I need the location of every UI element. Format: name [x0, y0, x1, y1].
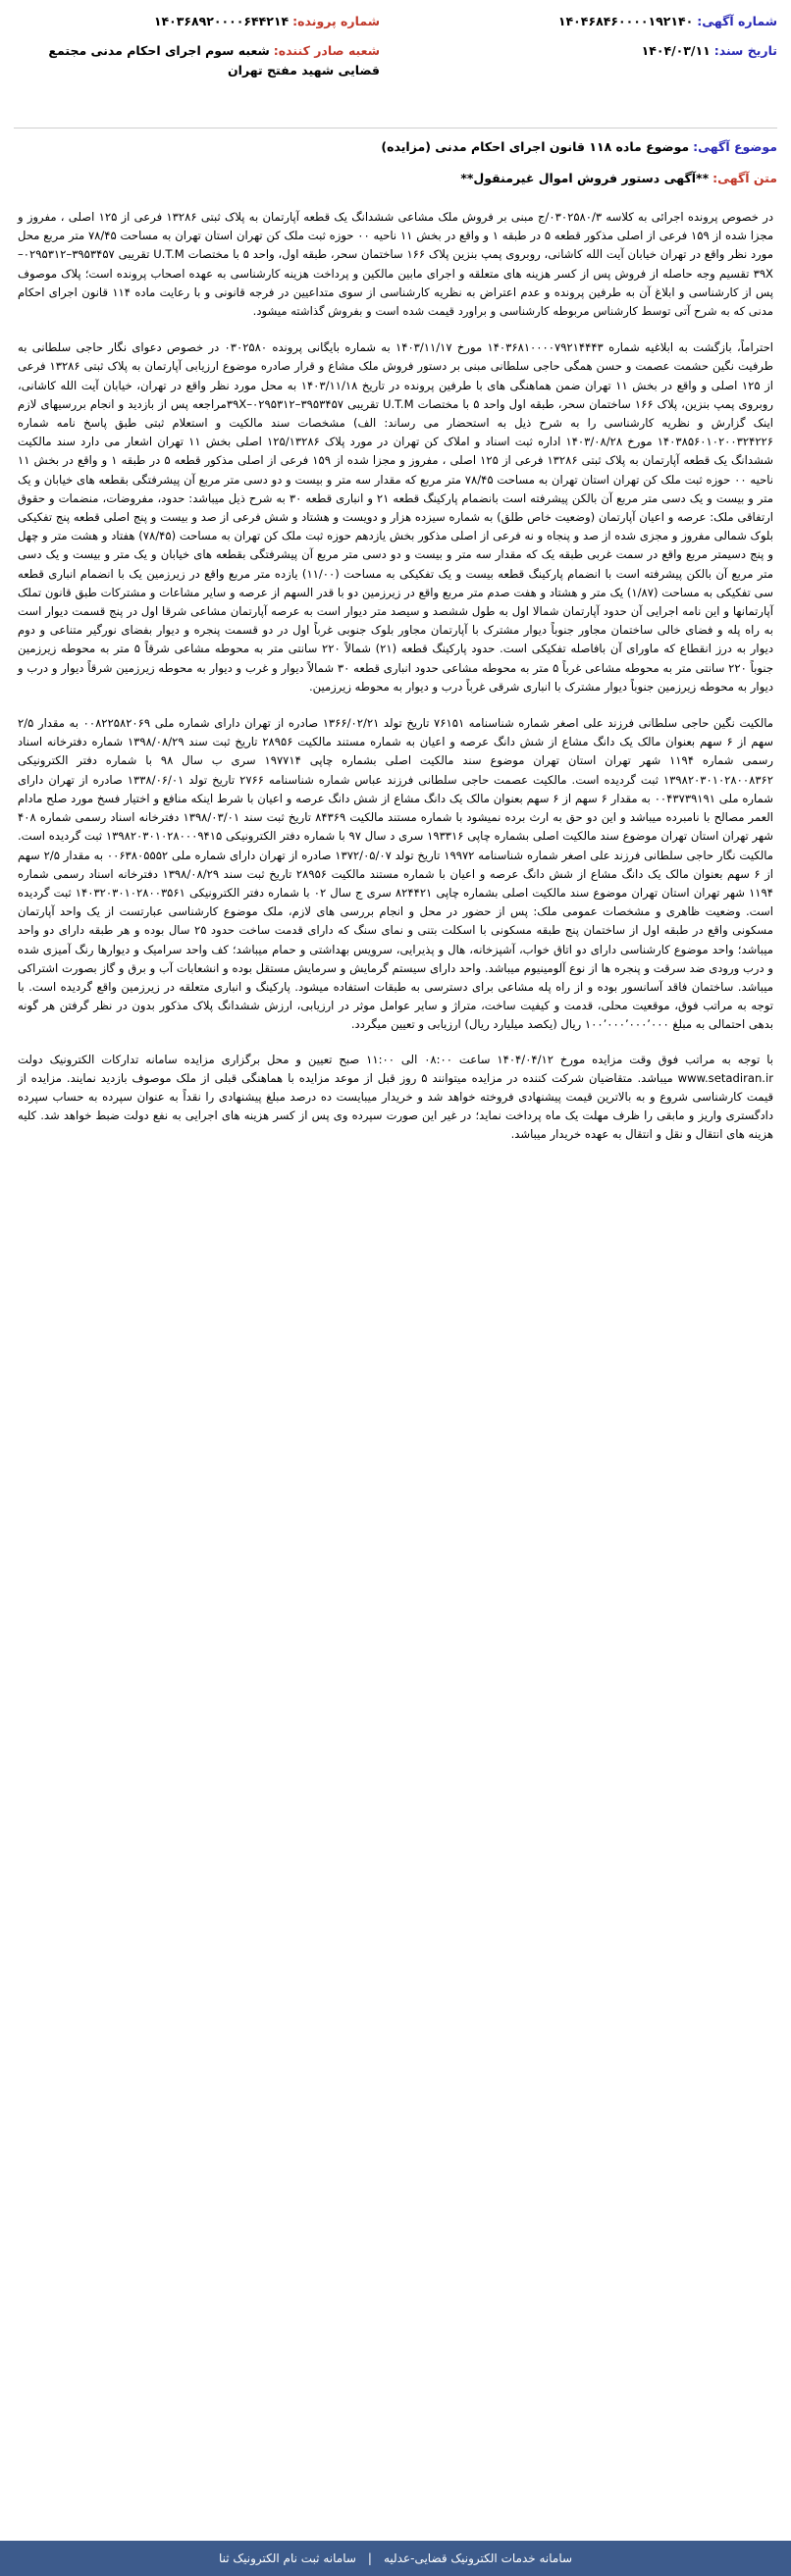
branch-label: شعبه صادر کننده: [273, 43, 380, 58]
footer-separator: | [367, 2551, 372, 2565]
notice-number: ۱۴۰۴۶۸۴۶۰۰۰۰۱۹۲۱۴۰ [557, 14, 694, 28]
case-number: ۱۴۰۳۶۸۹۲۰۰۰۰۶۴۴۲۱۴ [153, 14, 290, 28]
notice-body [18, 208, 773, 1145]
notice-number-label: شماره آگهی: [697, 14, 777, 28]
date-label: تاریخ سند: [713, 43, 777, 58]
notice-text-label: متن آگهی: [712, 171, 777, 185]
subject-row [14, 137, 777, 157]
notice-text-heading [14, 169, 777, 188]
notice-text-title: **آگهی دستور فروش اموال غیرمنقول** [460, 171, 710, 185]
body-paragraph-2: احتراماً، بازگشت به ابلاغیه شماره ۱۴۰۳۶۸۱۰۰۰۰۷۹۲۱۴۴۴۳ مورخ ۱۴۰۳/۱۱/۱۷ به شماره بایگانی پرونده ۰۳۰۲۵۸۰ در خصوص دعوای نگار حاجی سلطانی به طرفیت نگین حشمت عصمت و حسن همگی حاجی سلطانی مبنی بر دستور فروش ملک مشاع و قرار صادره موضوع ارزیابی آپارتمان به پلاک ثبتی ۱۳۲۸۶ فرعی از ۱۲۵ اصلی و واقع در بخش ۱۱ تهران ضمن هماهنگی های با طرفین پرونده در تاریخ ۱۴۰۳/۱۱/۱۸ به محل مورد نظر واقع در تهران، خیابان آیت الله کاشانی، روبروی پمپ بنزین، پلاک ۱۶۶ ساختمان سحر، طبقه اول واحد ۵ با مختصات U.T.M تقریبی ۳۹۵۳۴۵۷–۰۲۹۵۳۱۲–۳۹Xمراجعه پس از بازدید و انجام بررسیهای لازم اینک گزارش و نظریه کارشناسی را به شرح ذیل به استحضار می رساند: الف) مشخصات سند مالکیت و استعلام ثبتی طبق پاسخ نامه شماره ۱۴۰۳۸۵۶۰۱۰۲۰۰۳۲۴۲۲۶ مورخ ۱۴۰۳/۰۸/۲۸ اداره ثبت اسناد و املاک کن تهران در مورد پلاک ۱۲۵/۱۳۲۸۶ اصلی بخش ۱۱ تهران اشعار می دارد سند مالکیت ششدانگ یک قطعه آپارتمان به پلاک ثبتی ۱۳۲۸۶ فرعی از ۱۲۵ اصلی ، مفروز و مجزا شده از ۱۵۹ فرعی از اصلی مذکور قطعه ۵ در طبقه ۱ و واقع در بخش ۱۱ ناحیه ۰۰ حوزه ثبت ملک کن تهران استان تهران به مساحت ۷۸/۴۵ متر مربع که مقدار سه متر و بیست و دو دسی متر مربع آن پیشرفتگی بقطعه های خیابان و یک متر و بیست و یک دسی متر مربع آن بالکن پیشرفته است بانضمام پارکینگ قطعه ۲۱ و انباری قطعه ۳۰ به شرح ذیل میباشد: حدود، مفروضات، منضمات و حقوق ارتفاقی ملک: عرصه و اعیان آپارتمان (وضعیت خاص طلق) به شماره سیزده هزار و دویست و هشتاد و شش فرعی از صد و بیست و پنج اصلی قطعه پنج تفکیکی بلوک شمالی مفروز و مجزی شده از صد و پنجاه و نه فرعی از اصلی مذکور بخش یازدهم حوزه ثبت ملک کن تهران به مساحت (۷۸/۴۵) هفتاد و هشت متر و چهل و پنج دسیمتر مربع واقع در سمت غربی طبقه یک که مقدار سه متر و بیست و دو دسی متر مربع آن پیشرفتگی بقطعه های خیابان و یک متر و بیست و یک دسی متر مربع آن بالکن پیشرفته است با انضمام پارکینگ قطعه بیست و یک تفکیکی به مساحت (۱۱/۰۰) یازده متر مربع واقع در زیرزمین یک با انضمام انباری قطعه سی تفکیکی به مساحت (۱/۸۷) یک متر و هشتاد و هفت صدم متر مربع واقع در زیرزمین دو با قدر السهم از عرصه و سایر مشاعات و مشترکات طبق قانون تملک آپارتمانها و این نامه اجرایی آن حدود آپارتمان شمالا اول به طول ششصد و سیصد متر دیوار است به عرصه آپارتمان مشاعی شرقا اول در پنج قسمت دیوار است به راه پله و فضای خالی ساختمان مجاور جنوباً دیوار مشترک با آپارتمان مجاور بلوک جنوبی غرباً اول در دو قسمت پنجره و دیوار بفضای نورگیر متناعی و دوم دیوار به درز انقطاع که ماورای آن بافاصله تفکیکی است. حدود پارکینگ قطعه (۲۱) شمالاً ۲۲۰ سانتی متر به محوطه مشاعی شرقاً ۵ متر به محوطه زیرزمین جنوباً ۲۲۰ سانتی متر به محوطه مشاعی غرباً ۵ متر به محوطه مشاعی حدود انباری قطعه ۳۰ شمالاً دیوار و غرب و دیوار به محوطه زیرزمین شرقاً دیوار و درب و دیوار به محوطه زیرزمین جنوباً دیوار مشترک با انباری شرقی غرباً درب و دیوار به محوطه زیرزمین. [18, 340, 774, 694]
subject-label: موضوع آگهی: [693, 139, 777, 154]
subject-value: موضوع ماده ۱۱۸ قانون اجرای احکام مدنی (مزایده) [381, 139, 690, 154]
branch-name: شعبه سوم اجرای احکام مدنی مجتمع قضایی شهید مفتح تهران [48, 43, 380, 77]
date-row [642, 41, 777, 61]
case-number-label: شماره پرونده: [292, 14, 380, 28]
document-date: ۱۴۰۴/۰۳/۱۱ [641, 43, 711, 58]
body-paragraph-1: در خصوص پرونده اجرائی به کلاسه ۰۳۰۲۵۸۰/۳/ج مبنی بر فروش ملک مشاعی ششدانگ یک قطعه آپارتمان به پلاک ثبتی ۱۳۲۸۶ فرعی از ۱۲۵ اصلی ، مفروز و مجزا شده از ۱۵۹ فرعی از اصلی مذکور قطعه ۵ در طبقه ۱ و واقع در بخش ۱۱ ناحیه ۰۰ حوزه ثبت ملک کن تهران استان تهران به مساحت ۷۸/۴۵ متر مربع محل مورد نظر واقع در تهران خیابان آیت الله کاشانی، روبروی پمپ بنزین پلاک ۱۶۶ ساختمان سحر، طبقه اول، واحد ۵ با مختصات U.T.M تقریبی ۳۹۵۳۴۵۷–۰۲۹۵۳۱۲–۳۹X تقسیم وجه حاصله از فروش پس از کسر هزینه های متعلقه و اجرای مابین مالکین و پرداخت هزینه کارشناسی به عهده اصحاب پرونده است؛ پلاک موصوف پس از کارشناسی و ابلاغ آن به طرفین پرونده و عدم اعتراض به نظریه کارشناسی از سوی متداعیین در فرجه قانونی و با رعایت ماده ۱۱۴ قانون اجرای احکام مدنی که به شرح آتی توسط کارشناس مربوطه کارشناسی و براورد قیمت شده است و بفروش گذاشته میشود. [18, 210, 774, 319]
body-paragraph-3: مالکیت نگین حاجی سلطانی فرزند علی اصغر شماره شناسنامه ۷۶۱۵۱ تاریخ تولد ۱۳۶۶/۰۲/۲۱ صادره از تهران دارای شماره ملی ۰۰۸۲۲۵۸۲۰۶۹ به مقدار ۲/۵ سهم از ۶ سهم بعنوان مالک یک دانگ مشاع از شش دانگ عرصه و اعیان به شماره مستند مالکیت ۲۸۹۵۶ تاریخ ثبت سند ۱۳۹۸/۰۸/۲۹ شماره دفترخانه اسناد رسمی شماره ۱۱۹۴ شهر تهران استان تهران موضوع سند مالکیت اصلی بشماره چاپی ۱۹۷۷۱۴ سری ب سال ۹۸ با شماره دفتر الکترونیکی ۱۳۹۸۲۰۳۰۱۰۲۸۰۰۸۳۶۲ ثبت گردیده است. مالکیت عصمت حاجی سلطانی فرزند عباس شماره شناسنامه ۲۷۶۶ تاریخ تولد ۱۳۳۸/۰۶/۰۱ صادره از تهران دارای شماره ملی ۰۰۴۳۷۳۹۱۹۱ به مقدار ۶ سهم از ۶ سهم بعنوان مالک یک دانگ مشاع از شش دانگ عرصه و اعیان با شرط اینکه منافع و اختیار فسخ مورد صلح مادام العمر مصالح با نامبرده میباشد و این دو حق به ارث برده نمیشود با شماره مستند مالکیت ۸۴۳۶۹ تاریخ ثبت سند ۱۳۹۸/۰۳/۰۱ دفترخانه اسناد رسمی شماره ۴۰۸ شهر تهران استان تهران موضوع سند مالکیت اصلی بشماره چاپی ۱۹۳۳۱۶ سری د سال ۹۷ با شماره دفتر الکترونیکی ۱۳۹۸۲۰۳۰۱۰۲۸۰۰۰۹۴۱۵ ثبت گردیده است. مالکیت نگار حاجی سلطانی فرزند علی اصغر شماره شناسنامه ۱۹۹۷۲ تاریخ تولد ۱۳۷۲/۰۵/۰۷ صادره از تهران دارای شماره ملی ۰۰۶۳۸۰۵۵۵۲ به مقدار ۲/۵ سهم از ۶ سهم بعنوان مالک یک دانگ مشاع از شش دانگ عرصه و اعیان با شماره مستند مالکیت ۲۸۹۵۶ تاریخ ثبت سند ۱۳۹۸/۰۸/۲۹ دفترخانه اسناد رسمی شماره ۱۱۹۴ شهر تهران استان تهران موضوع سند مالکیت اصلی بشماره چاپی ۸۲۴۴۲۱ سری ج سال ۰۲ با شماره دفتر الکترونیکی ۱۴۰۳۲۰۳۰۱۰۲۸۰۰۳۵۶۱ ثبت گردیده است. وضعیت ظاهری و مشخصات عمومی ملک: پس از حضور در محل و انجام بررسی های لازم، ملک موضوع کارشناسی عبارتست از یک واحد آپارتمان مسکونی واقع در طبقه اول از ساختمان پنج طبقه مسکونی با اسکلت بتنی و نمای سنگ که دارای قدمت ساخت حدود ۲۵ سال بوده و هر طبقه دارای دو واحد میباشد؛ واحد موضوع کارشناسی دارای دو اتاق خواب، آشپزخانه، هال و پذیرایی، سرویس بهداشتی و حمام میباشد؛ کف واحد سرامیک و دیوارها رنگ آمیزی شده و درب ورودی ضد سرقت و پنجره ها از نوع آلومینیوم میباشد. واحد دارای سیستم گرمایش و سرمایش مستقل بوده و انشعابات آب و برق و گاز بصورت اشتراکی میباشد. ساختمان فاقد آسانسور بوده و از راه پله مشاعی برای دسترسی به طبقات استفاده میشود. پارکینگ و انباری متعلقه در زیرزمین واقع گردیده است. با توجه به مراتب فوق، موقعیت محلی، قدمت و کیفیت ساخت، متراژ و سایر عوامل موثر در ارزیابی، ارزش ششدانگ پلاک مذکور بدون در نظر گرفتن هر گونه بدهی احتمالی به مبلغ ۱۰۰٬۰۰۰٬۰۰۰٬۰۰۰ ریال (یکصد میلیارد ریال) ارزیابی و تعیین میگردد. [18, 716, 774, 1032]
header-divider [14, 128, 777, 129]
case-number-row [154, 12, 380, 31]
footer-bar [0, 2541, 791, 2576]
footer-link-sana[interactable]: سامانه ثبت نام الکترونیک ثنا [218, 2551, 356, 2565]
body-paragraph-4: با توجه به مراتب فوق وقت مزایده مورخ ۱۴۰۴/۰۴/۱۲ ساعت ۰۸:۰۰ الی ۱۱:۰۰ صبح تعیین و محل برگزاری مزایده سامانه تدارکات الکترونیک دولت www.setadiran.ir میباشد. متقاضیان شرکت کننده در مزایده میتوانند ۵ روز قبل از موعد مزایده با هماهنگی قبلی از ملک موصوف بازدید نمایند. مزایده از قیمت کارشناسی شروع و به بالاترین قیمت پیشنهادی فروخته خواهد شد و خریدار میبایست ده درصد مبلغ پیشنهادی را نقداً به عنوان سپرده به حساب سپرده دادگستری واریز و مابقی را ظرف مهلت یک ماه پرداخت نماید؛ در غیر این صورت سپرده وی پس از کسر هزینه های اجرایی به نفع دولت ضبط خواهد شد. کلیه هزینه های انتقال و نقل و انتقال به عهده خریدار میباشد. [18, 1052, 773, 1142]
branch-row [17, 41, 380, 80]
footer-link-adliran[interactable]: سامانه خدمات الکترونیک قضایی-عدلیه [383, 2551, 573, 2565]
notice-number-row [558, 12, 777, 31]
notice-header [14, 12, 777, 129]
